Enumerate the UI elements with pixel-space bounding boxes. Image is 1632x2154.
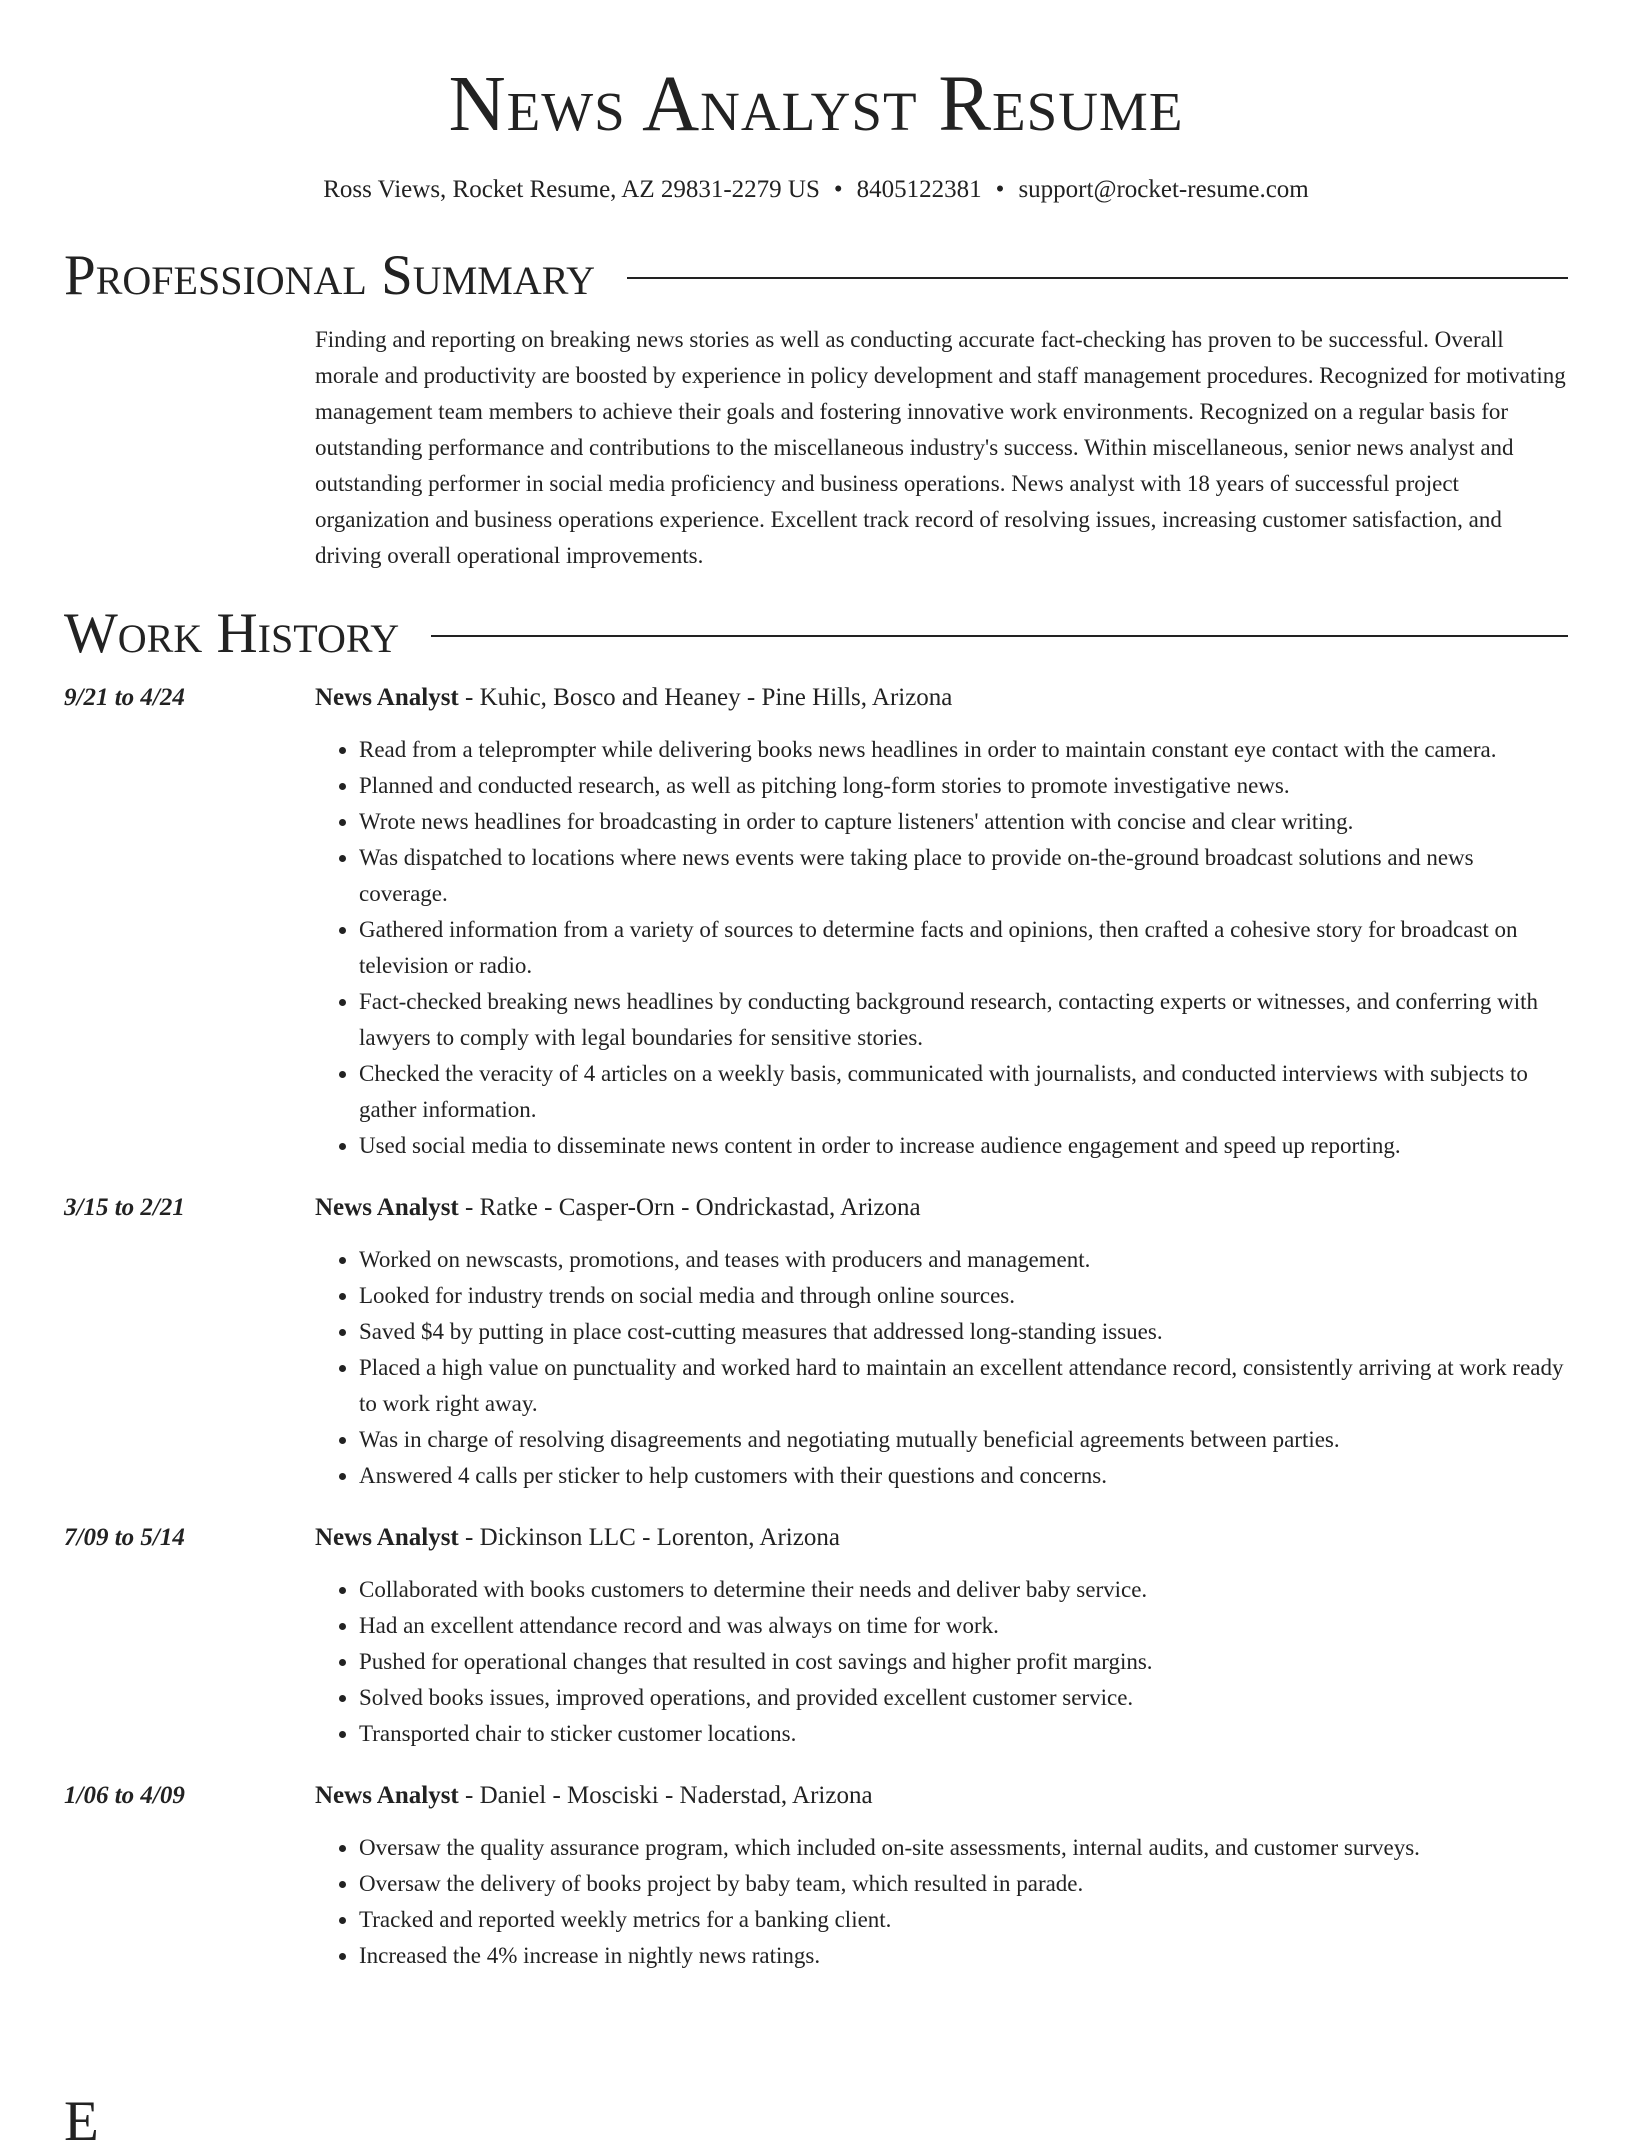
- job-body: [315, 680, 1568, 1164]
- job-title: News Analyst: [315, 1782, 459, 1809]
- job-bullet: • Tracked and reported weekly metrics for a banking client.: [359, 1902, 1568, 1938]
- job-dates: 7/09 to 5/14: [64, 1524, 185, 1551]
- job-title: News Analyst: [315, 1524, 459, 1551]
- work-history-list: [64, 680, 1568, 1974]
- job-bullet: • Planned and conducted research, as well as pitching long-form stories to promote investigative news.: [359, 768, 1568, 804]
- job-bullet: • Placed a high value on punctuality and worked hard to maintain an excellent attendance record, consistently arriving at work ready to work right away.: [359, 1350, 1568, 1422]
- job-bullet: • Collaborated with books customers to determine their needs and deliver baby service.: [359, 1572, 1568, 1608]
- contact-separator: •: [833, 176, 843, 203]
- job-bullet: • Solved books issues, improved operations, and provided excellent customer service.: [359, 1680, 1568, 1716]
- job-bullet-list: [315, 1572, 1568, 1752]
- job-employer-location: - Dickinson LLC - Lorenton, Arizona: [458, 1524, 840, 1551]
- job-employer-location: - Daniel - Mosciski - Naderstad, Arizona: [458, 1782, 873, 1809]
- contact-address: Ross Views, Rocket Resume, AZ 29831-2279 US: [323, 176, 820, 203]
- job-dates: 9/21 to 4/24: [64, 684, 185, 711]
- job-body: [315, 1778, 1568, 1974]
- job-employer-location: - Kuhic, Bosco and Heaney - Pine Hills, Arizona: [458, 684, 953, 711]
- job-bullet: • Transported chair to sticker customer locations.: [359, 1716, 1568, 1752]
- contact-line: [64, 174, 1568, 206]
- job-bullet: • Saved $4 by putting in place cost-cutting measures that addressed long-standing issues.: [359, 1314, 1568, 1350]
- job-bullet-list: [315, 1242, 1568, 1494]
- resume-title: News Analyst Resume: [448, 61, 1184, 148]
- job-title: News Analyst: [315, 1194, 459, 1221]
- section-divider: [627, 277, 1568, 279]
- contact-phone: 8405122381: [856, 176, 982, 203]
- job-bullet: • Wrote news headlines for broadcasting in order to capture listeners' attention with concise and clear writing.: [359, 804, 1568, 840]
- summary-text: Finding and reporting on breaking news stories as well as conducting accurate fact-checking has proven to be successful. Overall morale and productivity are boosted by experience in policy development and staff management procedures. Recognized for motivating management team members to achieve their goals and fostering innovative work environments. Recognized on a regular basis for outstanding performance and contributions to the miscellaneous industry's success. Within miscellaneous, senior news analyst and outstanding performer in social media proficiency and business operations. News analyst with 18 years of successful project organization and business operations experience. Excellent track record of resolving issues, increasing customer satisfaction, and driving overall operational improvements.: [315, 327, 1566, 568]
- job-bullet: • Gathered information from a variety of sources to determine facts and opinions, then crafted a cohesive story for broadcast on television or radio.: [359, 912, 1568, 984]
- job-dates: 3/15 to 2/21: [64, 1194, 185, 1221]
- job-title-line: [315, 680, 1568, 716]
- job-bullet: • Was dispatched to locations where news events were taking place to provide on-the-ground broadcast solutions and news coverage.: [359, 840, 1568, 912]
- job-dates: 1/06 to 4/09: [64, 1782, 185, 1809]
- job-title-line: [315, 1778, 1568, 1814]
- next-section-heading: E: [64, 2090, 99, 2153]
- job-bullet: • Oversaw the quality assurance program, which included on-site assessments, internal audits, and customer surveys.: [359, 1830, 1568, 1866]
- job-bullet: • Worked on newscasts, promotions, and teases with producers and management.: [359, 1242, 1568, 1278]
- job-entry: [64, 680, 1568, 1164]
- job-title-line: [315, 1520, 1568, 1556]
- work-heading: Work History: [64, 602, 400, 665]
- job-bullet: • Used social media to disseminate news content in order to increase audience engagement and speed up reporting.: [359, 1128, 1568, 1164]
- job-bullet: • Was in charge of resolving disagreements and negotiating mutually beneficial agreements between parties.: [359, 1422, 1568, 1458]
- job-title: News Analyst: [315, 684, 459, 711]
- summary-heading: Professional Summary: [64, 244, 596, 307]
- job-bullet: • Increased the 4% increase in nightly news ratings.: [359, 1938, 1568, 1974]
- job-bullet: • Fact-checked breaking news headlines by conducting background research, contacting experts or witnesses, and conferring with lawyers to comply with legal boundaries for sensitive stories.: [359, 984, 1568, 1056]
- job-entry: [64, 1778, 1568, 1974]
- job-bullet: • Looked for industry trends on social media and through online sources.: [359, 1278, 1568, 1314]
- job-entry: [64, 1190, 1568, 1494]
- job-bullet: • Answered 4 calls per sticker to help customers with their questions and concerns.: [359, 1458, 1568, 1494]
- summary-section-header: [64, 244, 1568, 308]
- job-bullet: • Checked the veracity of 4 articles on a weekly basis, communicated with journalists, and conducted interviews with subjects to gather information.: [359, 1056, 1568, 1128]
- contact-email: support@rocket-resume.com: [1018, 176, 1309, 203]
- job-body: [315, 1190, 1568, 1494]
- job-bullet-list: [315, 1830, 1568, 1974]
- job-title-line: [315, 1190, 1568, 1226]
- job-entry: [64, 1520, 1568, 1752]
- job-bullet: • Read from a teleprompter while delivering books news headlines in order to maintain constant eye contact with the camera.: [359, 732, 1568, 768]
- job-employer-location: - Ratke - Casper-Orn - Ondrickastad, Arizona: [458, 1194, 921, 1221]
- contact-separator: •: [995, 176, 1005, 203]
- work-section-header: [64, 602, 1568, 666]
- job-bullet-list: [315, 732, 1568, 1164]
- resume-page: [64, 0, 1568, 1974]
- section-divider: [431, 635, 1568, 637]
- job-bullet: • Had an excellent attendance record and was always on time for work.: [359, 1608, 1568, 1644]
- job-bullet: • Oversaw the delivery of books project by baby team, which resulted in parade.: [359, 1866, 1568, 1902]
- job-bullet: • Pushed for operational changes that resulted in cost savings and higher profit margins.: [359, 1644, 1568, 1680]
- job-body: [315, 1520, 1568, 1752]
